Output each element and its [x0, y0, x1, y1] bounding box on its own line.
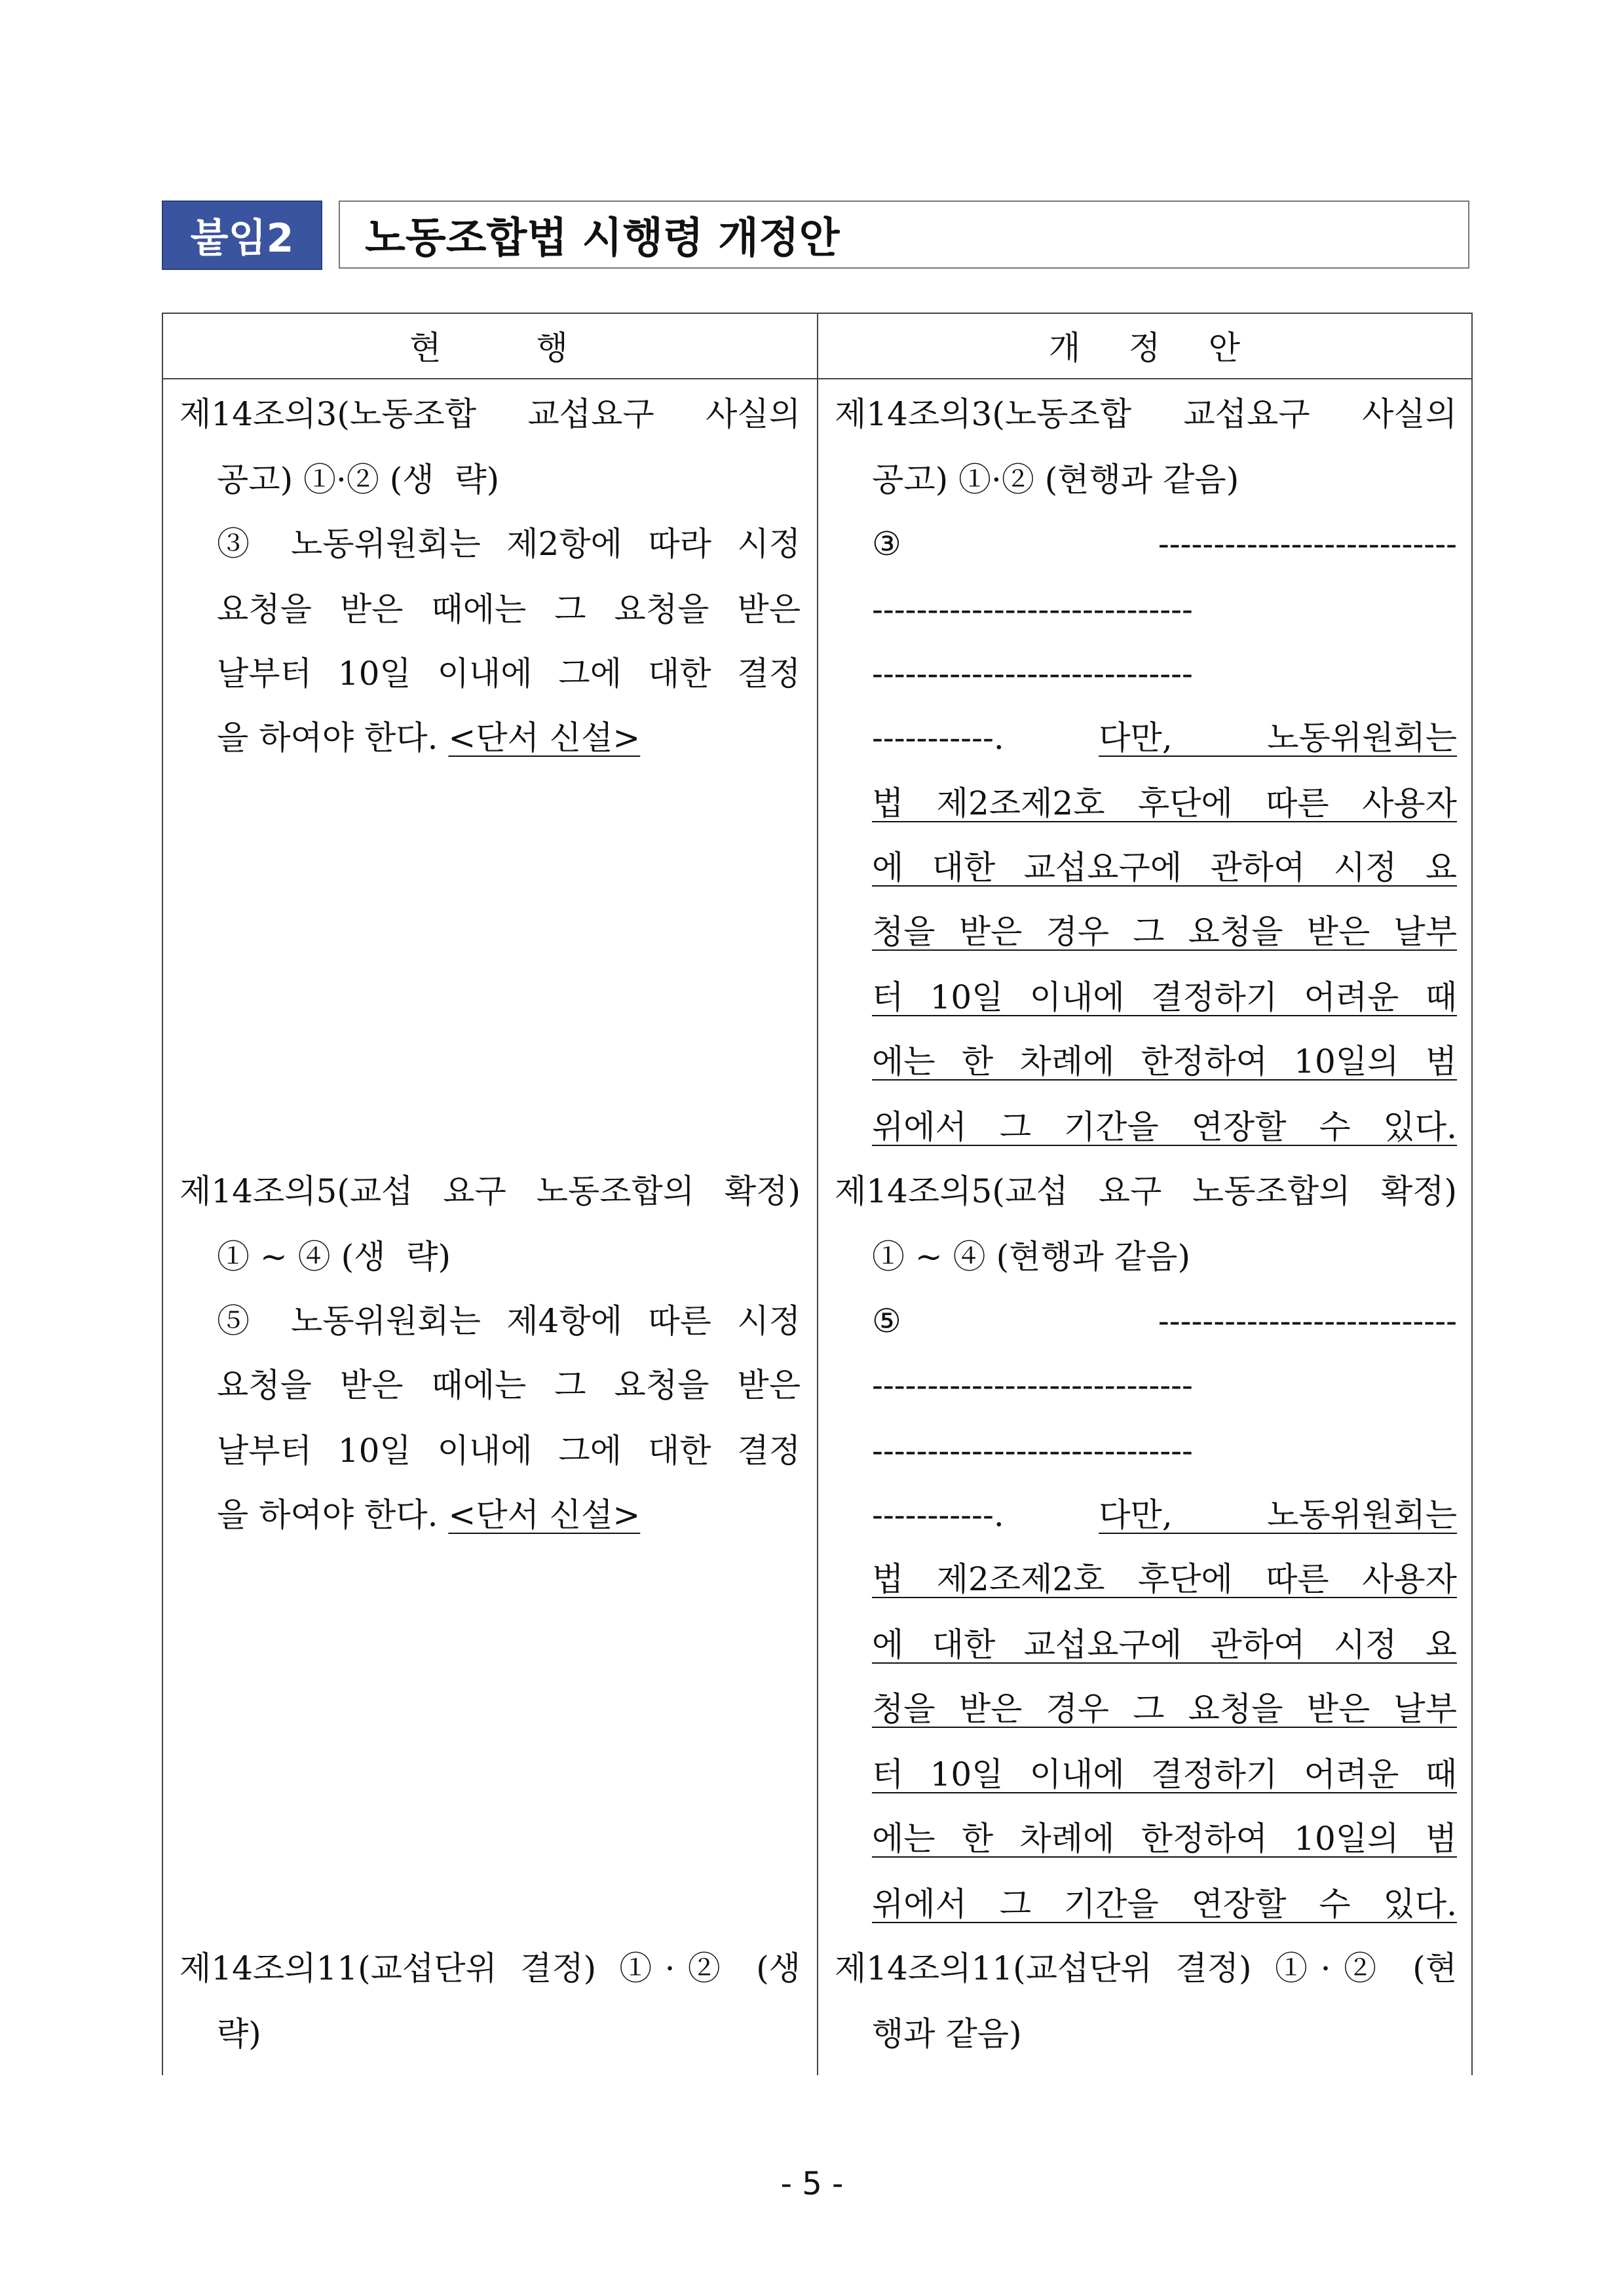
right-cell-line — [872, 654, 1457, 693]
right-line-text: 위에서 그 기간을 연장할 수 있다. — [872, 1885, 1457, 1923]
right-cell-line — [835, 1949, 1457, 1988]
column-header-proposed: 개 정 안 — [1048, 329, 1242, 367]
left-cell-line — [217, 1495, 801, 1535]
left-line-text: 요청을 받은 때에는 그 요청을 받은 — [217, 590, 801, 628]
right-line-text: -----------. — [872, 1496, 1099, 1534]
right-cell-line — [872, 1042, 1457, 1081]
left-line-text: 제14조의11(교섭단위 결정) ①·② (생 — [179, 1949, 801, 1987]
right-line-text: 제14조의11(교섭단위 결정) ①·② (현 — [835, 1949, 1457, 1987]
left-cell-line — [217, 460, 801, 499]
right-line-text: ① ~ ④ (현행과 같음) — [872, 1238, 1190, 1276]
right-line-text: 법 제2조제2호 후단에 따른 사용자 — [872, 1560, 1457, 1598]
right-line-text: ----------------------------- — [872, 590, 1193, 628]
right-cell-line — [872, 1237, 1457, 1276]
table-column-divider — [817, 313, 818, 2075]
left-cell-line — [217, 1237, 801, 1276]
right-line-text: 제14조의3(노동조합 교섭요구 사실의 — [835, 395, 1457, 433]
right-cell-line — [872, 784, 1457, 823]
right-line-text: -----------. — [872, 719, 1099, 757]
right-line-text: ----------------------------- — [872, 655, 1193, 693]
left-line-text: ⑤ 노동위원회는 제4항에 따른 시정 — [217, 1302, 801, 1340]
left-cell-line — [217, 1301, 801, 1341]
right-line-underlined-text: 다만, 노동위원회는 — [1099, 719, 1457, 757]
right-line-text: 에는 한 차례에 한정하여 10일의 범 — [872, 1043, 1457, 1081]
right-line-text: 제14조의5(교섭 요구 노동조합의 확정) — [835, 1172, 1457, 1210]
left-cell-line — [217, 590, 801, 629]
left-cell-line — [217, 2014, 801, 2054]
left-line-text: ③ 노동위원회는 제2항에 따라 시정 — [217, 525, 801, 563]
left-line-text: ① ~ ④ (생 략) — [217, 1238, 451, 1276]
left-cell-line — [179, 1949, 801, 1988]
right-cell-line — [872, 1495, 1457, 1535]
left-line-text: 날부터 10일 이내에 그에 대한 결정 — [217, 1432, 801, 1470]
right-cell-line — [835, 1172, 1457, 1211]
right-cell-line — [872, 1689, 1457, 1729]
right-line-text: 법 제2조제2호 후단에 따른 사용자 — [872, 784, 1457, 822]
page-number: - 5 - — [780, 2166, 844, 2202]
right-line-text: ----------------------------- — [872, 1366, 1193, 1404]
right-cell-line — [872, 524, 1457, 564]
comparison-table — [162, 313, 1473, 2075]
document-title: 노동조합법 시행령 개정안 — [339, 201, 1469, 269]
right-cell-line — [872, 460, 1457, 499]
right-cell-line — [872, 1431, 1457, 1470]
right-cell-line — [872, 590, 1457, 629]
left-line-text: 요청을 받은 때에는 그 요청을 받은 — [217, 1366, 801, 1404]
right-line-text: 터 10일 이내에 결정하기 어려운 때 — [872, 978, 1457, 1016]
right-cell-line — [872, 1885, 1457, 1924]
right-cell-line — [872, 718, 1457, 757]
left-cell-line — [179, 394, 801, 434]
right-line-text: 에 대한 교섭요구에 관하여 시정 요 — [872, 849, 1457, 887]
right-line-text: 에는 한 차례에 한정하여 10일의 범 — [872, 1820, 1457, 1858]
left-cell-line — [217, 1366, 801, 1405]
left-line-text: 략) — [217, 2015, 261, 2053]
right-cell-line — [872, 1366, 1457, 1405]
right-line-text: 청을 받은 경우 그 요청을 받은 날부 — [872, 913, 1457, 951]
right-line-text: 위에서 그 기간을 연장할 수 있다. — [872, 1108, 1457, 1146]
right-line-text: 공고) ①·② (현행과 같음) — [872, 461, 1239, 499]
right-line-text: 행과 같음) — [872, 2015, 1022, 2053]
left-cell-line — [217, 718, 801, 757]
column-header-current: 현 행 — [409, 329, 569, 367]
right-cell-line — [872, 978, 1457, 1017]
left-line-text: 제14조의3(노동조합 교섭요구 사실의 — [179, 395, 801, 433]
document-header — [162, 201, 1472, 270]
right-cell-line — [872, 1755, 1457, 1794]
left-cell-line — [217, 524, 801, 564]
attachment-badge: 붙임2 — [162, 201, 322, 270]
right-cell-line — [835, 394, 1457, 434]
right-line-text: 청을 받은 경우 그 요청을 받은 날부 — [872, 1690, 1457, 1728]
left-line-text: 을 하여야 한다. — [217, 719, 449, 757]
left-cell-line — [217, 654, 801, 693]
left-line-text: 제14조의5(교섭 요구 노동조합의 확정) — [179, 1172, 801, 1210]
right-line-text: 에 대한 교섭요구에 관하여 시정 요 — [872, 1626, 1457, 1664]
left-line-text: 날부터 10일 이내에 그에 대한 결정 — [217, 655, 801, 693]
table-left-border — [162, 313, 163, 2075]
left-line-underlined-text: <단서 신설> — [448, 719, 641, 757]
right-cell-line — [872, 2014, 1457, 2054]
right-cell-line — [872, 848, 1457, 887]
left-line-text: 공고) ①·② (생 략) — [217, 461, 500, 499]
right-line-text: ③ --------------------------- — [872, 525, 1457, 563]
right-line-text: 터 10일 이내에 결정하기 어려운 때 — [872, 1755, 1457, 1793]
right-line-text: ⑤ --------------------------- — [872, 1302, 1457, 1340]
right-line-text: ----------------------------- — [872, 1432, 1193, 1470]
left-cell-line — [179, 1172, 801, 1211]
left-line-underlined-text: <단서 신설> — [448, 1496, 641, 1534]
right-cell-line — [872, 1107, 1457, 1147]
right-cell-line — [872, 1819, 1457, 1858]
right-line-underlined-text: 다만, 노동위원회는 — [1099, 1496, 1457, 1534]
right-cell-line — [872, 1625, 1457, 1664]
right-cell-line — [872, 912, 1457, 951]
left-cell-line — [217, 1431, 801, 1470]
right-cell-line — [872, 1301, 1457, 1341]
right-cell-line — [872, 1559, 1457, 1599]
left-line-text: 을 하여야 한다. — [217, 1496, 449, 1534]
table-right-border — [1471, 313, 1473, 2075]
